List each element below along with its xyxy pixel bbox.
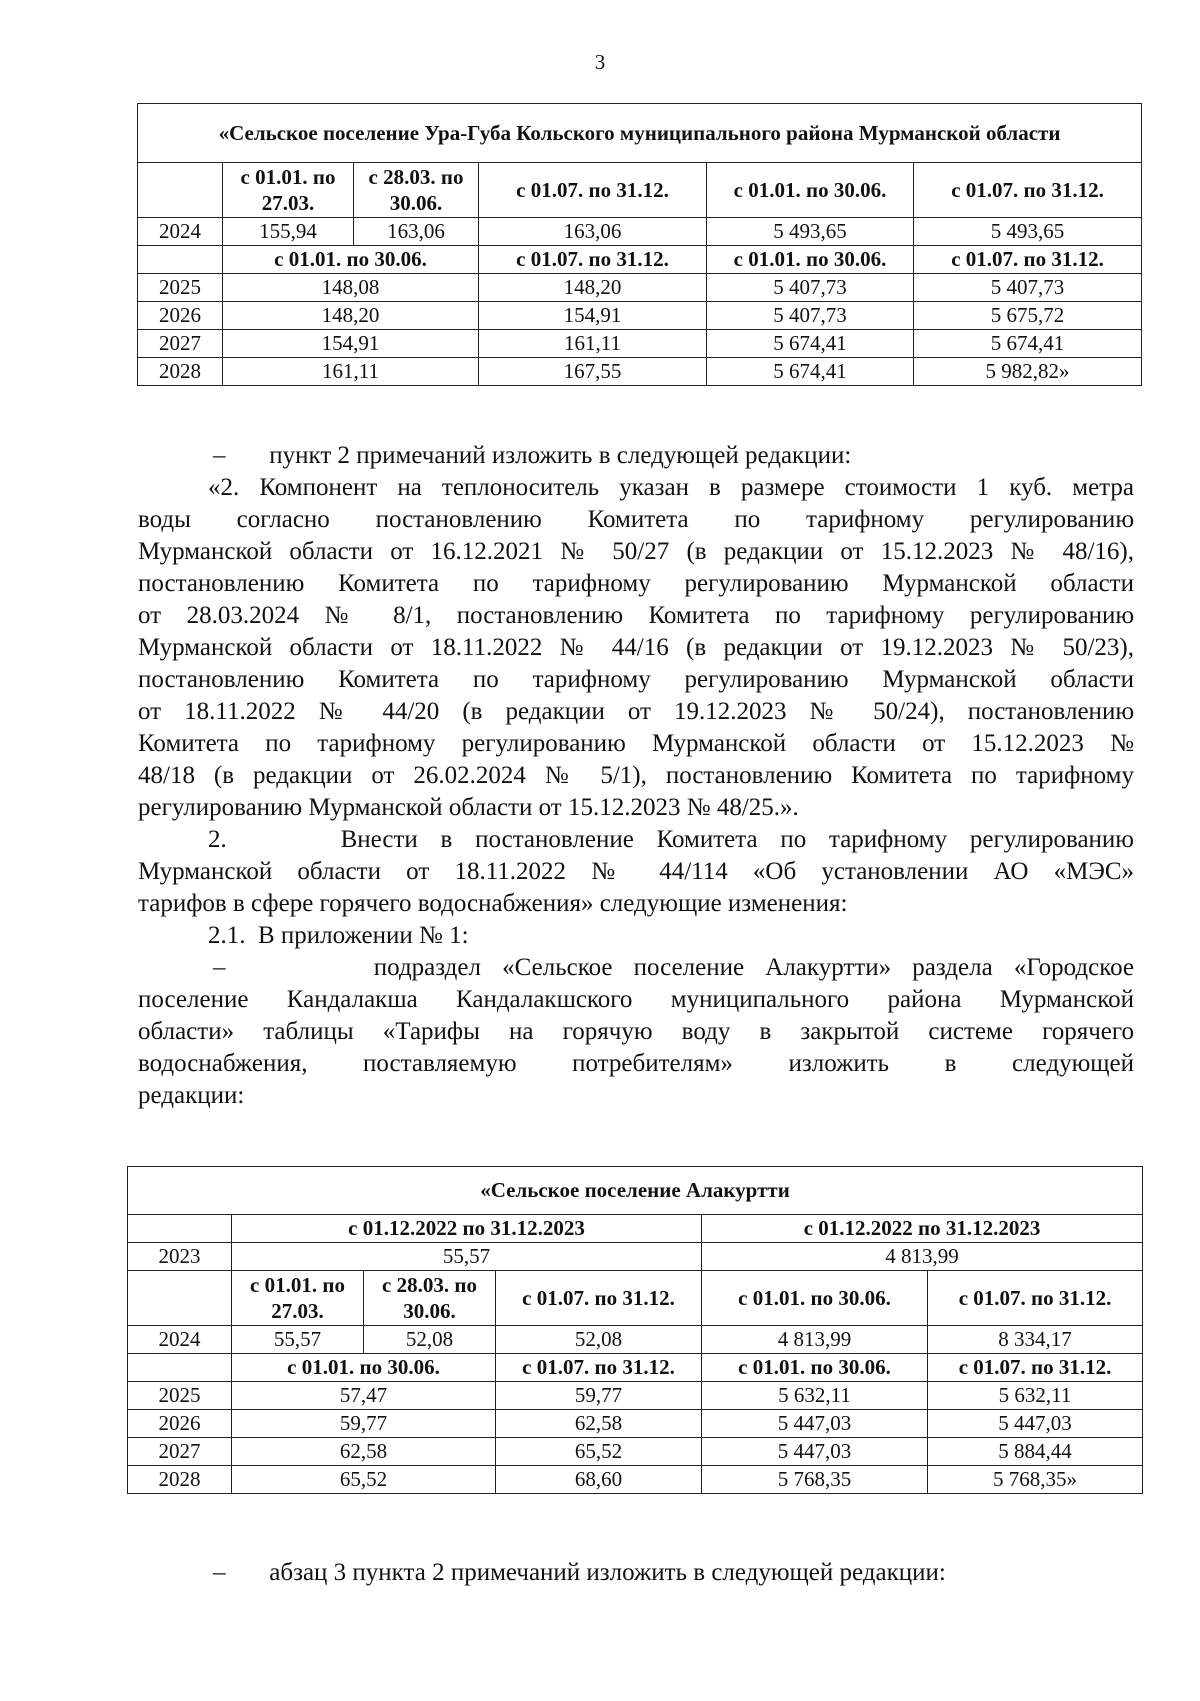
table-cell: 148,08 xyxy=(223,274,479,302)
table-cell: 5 674,41 xyxy=(707,330,914,358)
text-line: 2. Внести в постановление Комитета по тарифному регулированию xyxy=(208,826,1134,853)
table-cell: 161,11 xyxy=(223,358,479,386)
table-title-row xyxy=(138,104,1142,163)
table-cell: 5 674,41 xyxy=(707,358,914,386)
year-cell: 2028 xyxy=(128,1466,232,1494)
table-cell: 167,55 xyxy=(479,358,707,386)
table-cell: 5 447,03 xyxy=(702,1438,928,1466)
table-header-cell: с 28.03. по 30.06. xyxy=(354,163,479,218)
year-cell: 2024 xyxy=(128,1326,232,1354)
table-cell xyxy=(138,163,223,218)
table-cell: 5 447,03 xyxy=(702,1410,928,1438)
text-line: тарифов в сфере горячего водоснабжения» следующие изменения: xyxy=(138,890,848,917)
year-cell: 2028 xyxy=(138,358,223,386)
table-cell: 59,77 xyxy=(232,1410,496,1438)
table-header-cell: с 01.01. по 30.06. xyxy=(702,1354,928,1382)
text-line: водоснабжения, поставляемую потребителям» изложить в следующей xyxy=(138,1050,1134,1077)
table-title-row xyxy=(128,1167,1143,1215)
table-cell: 148,20 xyxy=(223,302,479,330)
table-header-cell: с 01.07. по 31.12. xyxy=(914,246,1142,274)
table-title: «Сельское поселение Алакуртти xyxy=(128,1167,1143,1215)
table-cell: 55,57 xyxy=(232,1326,364,1354)
table-cell: 5 407,73 xyxy=(707,274,914,302)
table-cell xyxy=(128,1215,232,1243)
table-cell: 163,06 xyxy=(479,218,707,246)
year-cell: 2027 xyxy=(128,1438,232,1466)
table-cell: 68,60 xyxy=(496,1466,702,1494)
text-line: воды согласно постановлению Комитета по тарифному регулированию xyxy=(138,506,1134,533)
table-header-cell: с 01.01. по 30.06. xyxy=(232,1354,496,1382)
year-cell: 2025 xyxy=(128,1382,232,1410)
year-cell: 2026 xyxy=(138,302,223,330)
text-line: постановлению Комитета по тарифному регулированию Мурманской области xyxy=(138,666,1134,693)
table-header-cell: с 01.01. по 27.03. xyxy=(223,163,354,218)
body-text xyxy=(138,440,1134,1112)
table-header-row xyxy=(128,1354,1143,1382)
tariff-table-ura-guba xyxy=(137,103,1142,386)
table-cell: 154,91 xyxy=(479,302,707,330)
text-line: от 18.11.2022 № 44/20 (в редакции от 19.12.2023 № 50/24), постановлению xyxy=(138,698,1134,725)
paragraph-dash-item: – пункт 2 примечаний изложить в следующей редакции: xyxy=(213,442,852,469)
table-header-cell: с 01.07. по 31.12. xyxy=(479,246,707,274)
table-header-cell: с 01.01. по 30.06. xyxy=(702,1271,928,1326)
table-header-row xyxy=(128,1215,1143,1243)
table-cell xyxy=(128,1354,232,1382)
paragraph-dash-item: – подраздел «Сельское поселение Алакуртти» раздела «Городское xyxy=(213,954,1134,981)
table-cell: 52,08 xyxy=(496,1326,702,1354)
text-line: регулированию Мурманской области от 15.12.2023 № 48/25.». xyxy=(138,794,799,821)
table-header-row xyxy=(128,1271,1143,1326)
table-title: «Сельское поселение Ура-Губа Кольского муниципального района Мурманской области xyxy=(138,104,1142,163)
table-header-cell: с 01.01. по 30.06. xyxy=(223,246,479,274)
table-header-cell: с 01.07. по 31.12. xyxy=(928,1354,1143,1382)
table-row xyxy=(128,1410,1143,1438)
table-header-cell: с 01.07. по 31.12. xyxy=(496,1354,702,1382)
text-line: Мурманской области от 18.11.2022 № 44/114 «Об установлении АО «МЭС» xyxy=(138,858,1134,885)
table-cell: 62,58 xyxy=(232,1438,496,1466)
table-cell: 5 674,41 xyxy=(914,330,1142,358)
table-row xyxy=(128,1438,1143,1466)
table-row xyxy=(138,274,1142,302)
text-line: области» таблицы «Тарифы на горячую воду в закрытой системе горячего xyxy=(138,1018,1134,1045)
table-row xyxy=(128,1326,1143,1354)
table-header-cell: с 01.07. по 31.12. xyxy=(496,1271,702,1326)
year-cell: 2024 xyxy=(138,218,223,246)
table-cell: 59,77 xyxy=(496,1382,702,1410)
table-cell: 5 447,03 xyxy=(928,1410,1143,1438)
table-cell: 65,52 xyxy=(496,1438,702,1466)
text-line: 2.1. В приложении № 1: xyxy=(208,922,469,949)
table-cell: 52,08 xyxy=(364,1326,496,1354)
year-cell: 2027 xyxy=(138,330,223,358)
table-cell: 4 813,99 xyxy=(702,1326,928,1354)
table-header-cell: с 01.01. по 30.06. xyxy=(707,246,914,274)
table-cell: 5 493,65 xyxy=(707,218,914,246)
table-cell: 55,57 xyxy=(232,1243,702,1271)
table-cell: 5 632,11 xyxy=(702,1382,928,1410)
table-cell: 8 334,17 xyxy=(928,1326,1143,1354)
table-row xyxy=(128,1382,1143,1410)
table-cell: 5 493,65 xyxy=(914,218,1142,246)
body-text-bottom xyxy=(138,1557,1134,1589)
text-line: Мурманской области от 16.12.2021 № 50/27 (в редакции от 15.12.2023 № 48/16), xyxy=(138,538,1134,565)
table-header-cell: с 01.01. по 30.06. xyxy=(707,163,914,218)
table-cell: 154,91 xyxy=(223,330,479,358)
table-cell: 62,58 xyxy=(496,1410,702,1438)
table-header-cell: с 01.12.2022 по 31.12.2023 xyxy=(232,1215,702,1243)
table-cell: 5 884,44 xyxy=(928,1438,1143,1466)
table-cell: 65,52 xyxy=(232,1466,496,1494)
table-header-cell: с 01.01. по 27.03. xyxy=(232,1271,364,1326)
year-cell: 2023 xyxy=(128,1243,232,1271)
table-header-cell: с 01.07. по 31.12. xyxy=(914,163,1142,218)
table-header-cell: с 01.07. по 31.12. xyxy=(479,163,707,218)
tariff-table-alakurtti xyxy=(127,1166,1143,1494)
table-cell: 163,06 xyxy=(354,218,479,246)
text-line: 48/18 (в редакции от 26.02.2024 № 5/1), постановлению Комитета по тарифному xyxy=(138,762,1134,789)
table-cell xyxy=(128,1271,232,1326)
paragraph-dash-item: – абзац 3 пункта 2 примечаний изложить в следующей редакции: xyxy=(213,1559,946,1586)
table-cell: 148,20 xyxy=(479,274,707,302)
table-row xyxy=(138,218,1142,246)
table-cell: 5 407,73 xyxy=(914,274,1142,302)
page-number: 3 xyxy=(594,50,606,74)
table-row xyxy=(138,358,1142,386)
table-cell: 4 813,99 xyxy=(702,1243,1143,1271)
table-row xyxy=(128,1466,1143,1494)
table-cell: 5 768,35 xyxy=(702,1466,928,1494)
table-cell: 155,94 xyxy=(223,218,354,246)
table-cell: 5 982,82» xyxy=(914,358,1142,386)
text-line: поселение Кандалакша Кандалакшского муниципального района Мурманской xyxy=(138,986,1134,1013)
text-line: постановлению Комитета по тарифному регулированию Мурманской области xyxy=(138,570,1134,597)
table-cell xyxy=(138,246,223,274)
table-cell: 5 407,73 xyxy=(707,302,914,330)
table-header-row xyxy=(138,163,1142,218)
table-row xyxy=(138,302,1142,330)
table-row xyxy=(128,1243,1143,1271)
table-cell: 5 675,72 xyxy=(914,302,1142,330)
text-line: от 28.03.2024 № 8/1, постановлению Комитета по тарифному регулированию xyxy=(138,602,1134,629)
year-cell: 2026 xyxy=(128,1410,232,1438)
table-header-cell: с 28.03. по 30.06. xyxy=(364,1271,496,1326)
text-line: редакции: xyxy=(138,1082,245,1109)
text-line: Комитета по тарифному регулированию Мурманской области от 15.12.2023 № xyxy=(138,730,1134,757)
table-cell: 5 768,35» xyxy=(928,1466,1143,1494)
table-row xyxy=(138,330,1142,358)
table-cell: 57,47 xyxy=(232,1382,496,1410)
text-line: «2. Компонент на теплоноситель указан в размере стоимости 1 куб. метра xyxy=(208,474,1134,501)
table-cell: 5 632,11 xyxy=(928,1382,1143,1410)
year-cell: 2025 xyxy=(138,274,223,302)
table-cell: 161,11 xyxy=(479,330,707,358)
table-header-cell: с 01.07. по 31.12. xyxy=(928,1271,1143,1326)
table-header-row xyxy=(138,246,1142,274)
text-line: Мурманской области от 18.11.2022 № 44/16 (в редакции от 19.12.2023 № 50/23), xyxy=(138,634,1134,661)
table-header-cell: с 01.12.2022 по 31.12.2023 xyxy=(702,1215,1143,1243)
